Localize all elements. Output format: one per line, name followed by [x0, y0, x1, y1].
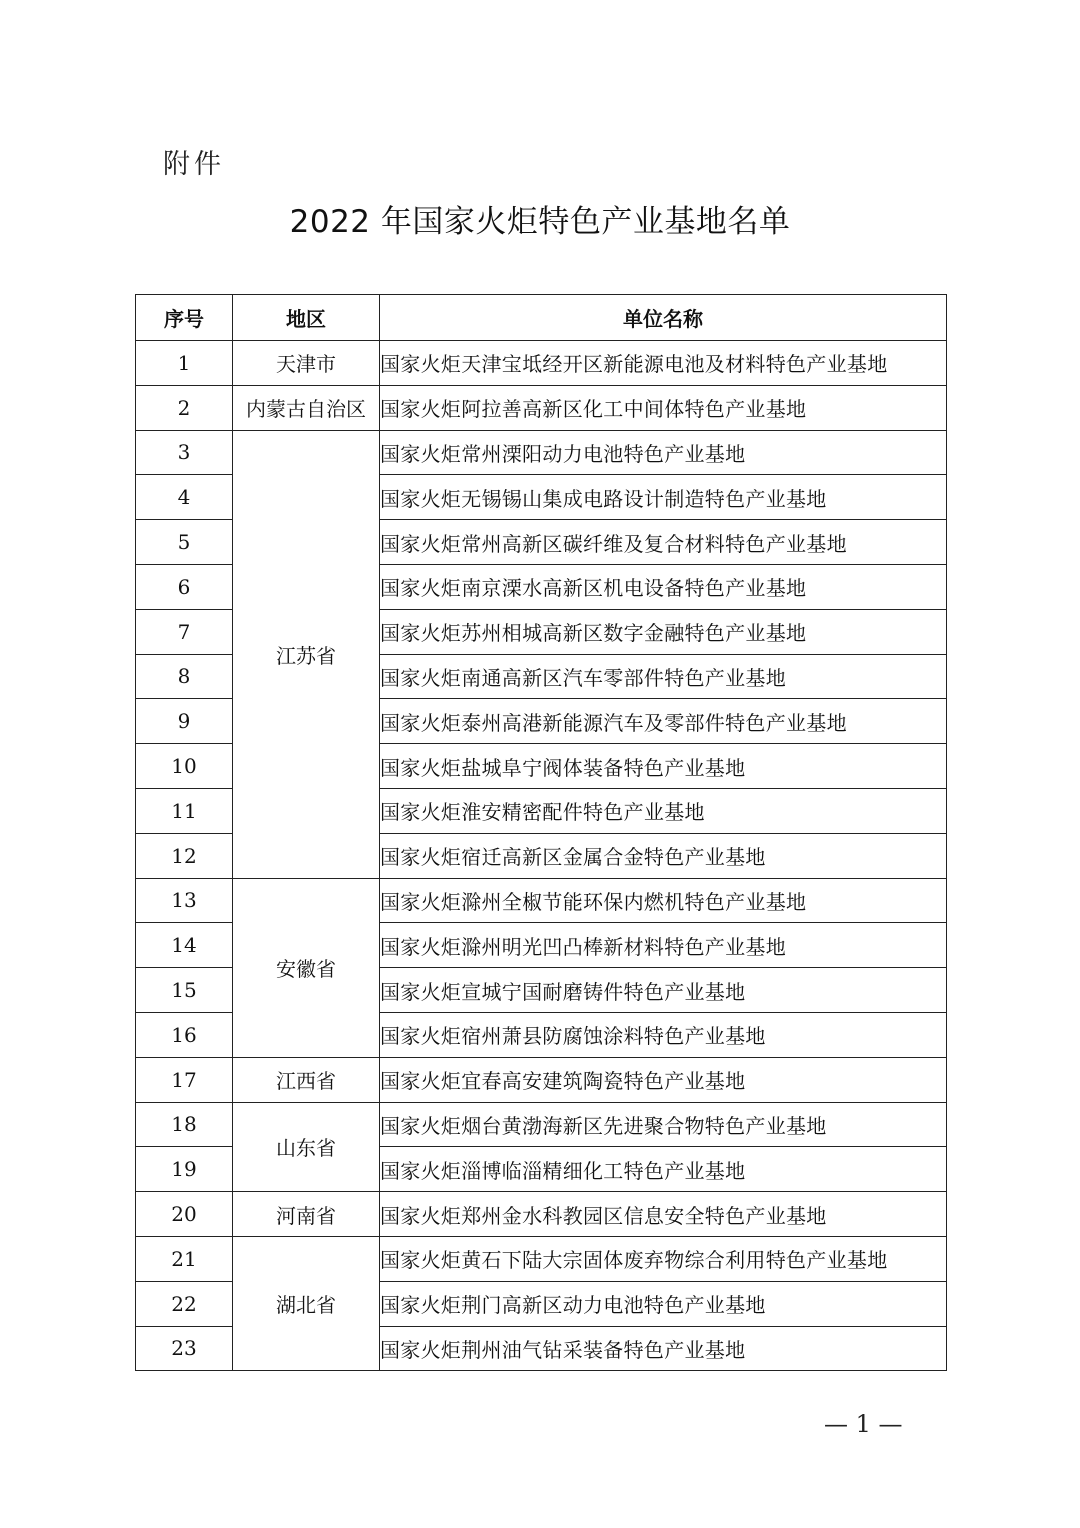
unit-name-cell: 国家火炬黄石下陆大宗固体废弃物综合利用特色产业基地: [380, 1236, 947, 1281]
unit-name-cell: 国家火炬天津宝坻经开区新能源电池及材料特色产业基地: [380, 341, 947, 386]
unit-name-cell: 国家火炬滁州全椒节能环保内燃机特色产业基地: [380, 878, 947, 923]
region-cell: 河南省: [233, 1192, 380, 1237]
unit-name-cell: 国家火炬宣城宁国耐磨铸件特色产业基地: [380, 968, 947, 1013]
unit-name-cell: 国家火炬南京溧水高新区机电设备特色产业基地: [380, 564, 947, 609]
column-header-region: 地区: [233, 295, 380, 341]
table-row: [136, 878, 947, 923]
unit-name-cell: 国家火炬无锡锡山集成电路设计制造特色产业基地: [380, 475, 947, 520]
row-number: 23: [136, 1326, 233, 1371]
region-cell: 山东省: [233, 1102, 380, 1192]
row-number: 17: [136, 1057, 233, 1102]
region-cell: 内蒙古自治区: [233, 385, 380, 430]
row-number: 20: [136, 1192, 233, 1237]
table-row: [136, 385, 947, 430]
row-number: 7: [136, 609, 233, 654]
column-header-name: 单位名称: [380, 295, 947, 341]
unit-name-cell: 国家火炬宜春高安建筑陶瓷特色产业基地: [380, 1057, 947, 1102]
base-list-table: [135, 294, 947, 1371]
table-body: [136, 341, 947, 1371]
table-row: [136, 1102, 947, 1147]
region-cell: 湖北省: [233, 1236, 380, 1370]
unit-name-cell: 国家火炬常州高新区碳纤维及复合材料特色产业基地: [380, 520, 947, 565]
row-number: 9: [136, 699, 233, 744]
table-row: [136, 1192, 947, 1237]
unit-name-cell: 国家火炬荆州油气钻采装备特色产业基地: [380, 1326, 947, 1371]
region-cell: 安徽省: [233, 878, 380, 1057]
row-number: 19: [136, 1147, 233, 1192]
region-cell: 天津市: [233, 341, 380, 386]
page-title: 2022 年国家火炬特色产业基地名单: [289, 204, 791, 240]
row-number: 18: [136, 1102, 233, 1147]
row-number: 21: [136, 1236, 233, 1281]
unit-name-cell: 国家火炬宿迁高新区金属合金特色产业基地: [380, 833, 947, 878]
row-number: 6: [136, 564, 233, 609]
unit-name-cell: 国家火炬阿拉善高新区化工中间体特色产业基地: [380, 385, 947, 430]
row-number: 16: [136, 1012, 233, 1057]
unit-name-cell: 国家火炬盐城阜宁阀体装备特色产业基地: [380, 744, 947, 789]
unit-name-cell: 国家火炬荆门高新区动力电池特色产业基地: [380, 1281, 947, 1326]
unit-name-cell: 国家火炬郑州金水科教园区信息安全特色产业基地: [380, 1192, 947, 1237]
row-number: 4: [136, 475, 233, 520]
page-number: — 1 —: [824, 1410, 903, 1438]
row-number: 13: [136, 878, 233, 923]
row-number: 14: [136, 923, 233, 968]
unit-name-cell: 国家火炬苏州相城高新区数字金融特色产业基地: [380, 609, 947, 654]
unit-name-cell: 国家火炬南通高新区汽车零部件特色产业基地: [380, 654, 947, 699]
row-number: 5: [136, 520, 233, 565]
row-number: 22: [136, 1281, 233, 1326]
unit-name-cell: 国家火炬宿州萧县防腐蚀涂料特色产业基地: [380, 1012, 947, 1057]
row-number: 1: [136, 341, 233, 386]
unit-name-cell: 国家火炬泰州高港新能源汽车及零部件特色产业基地: [380, 699, 947, 744]
unit-name-cell: 国家火炬滁州明光凹凸棒新材料特色产业基地: [380, 923, 947, 968]
column-header-seq: 序号: [136, 295, 233, 341]
unit-name-cell: 国家火炬淮安精密配件特色产业基地: [380, 788, 947, 833]
row-number: 3: [136, 430, 233, 475]
row-number: 12: [136, 833, 233, 878]
table-row: [136, 341, 947, 386]
row-number: 8: [136, 654, 233, 699]
table-row: [136, 1236, 947, 1281]
unit-name-cell: 国家火炬常州溧阳动力电池特色产业基地: [380, 430, 947, 475]
row-number: 10: [136, 744, 233, 789]
unit-name-cell: 国家火炬淄博临淄精细化工特色产业基地: [380, 1147, 947, 1192]
row-number: 15: [136, 968, 233, 1013]
row-number: 2: [136, 385, 233, 430]
table-header-row: [136, 295, 947, 341]
table-row: [136, 430, 947, 475]
attachment-label: 附件: [163, 149, 225, 180]
table-row: [136, 1057, 947, 1102]
region-cell: 江西省: [233, 1057, 380, 1102]
region-cell: 江苏省: [233, 430, 380, 878]
row-number: 11: [136, 788, 233, 833]
unit-name-cell: 国家火炬烟台黄渤海新区先进聚合物特色产业基地: [380, 1102, 947, 1147]
